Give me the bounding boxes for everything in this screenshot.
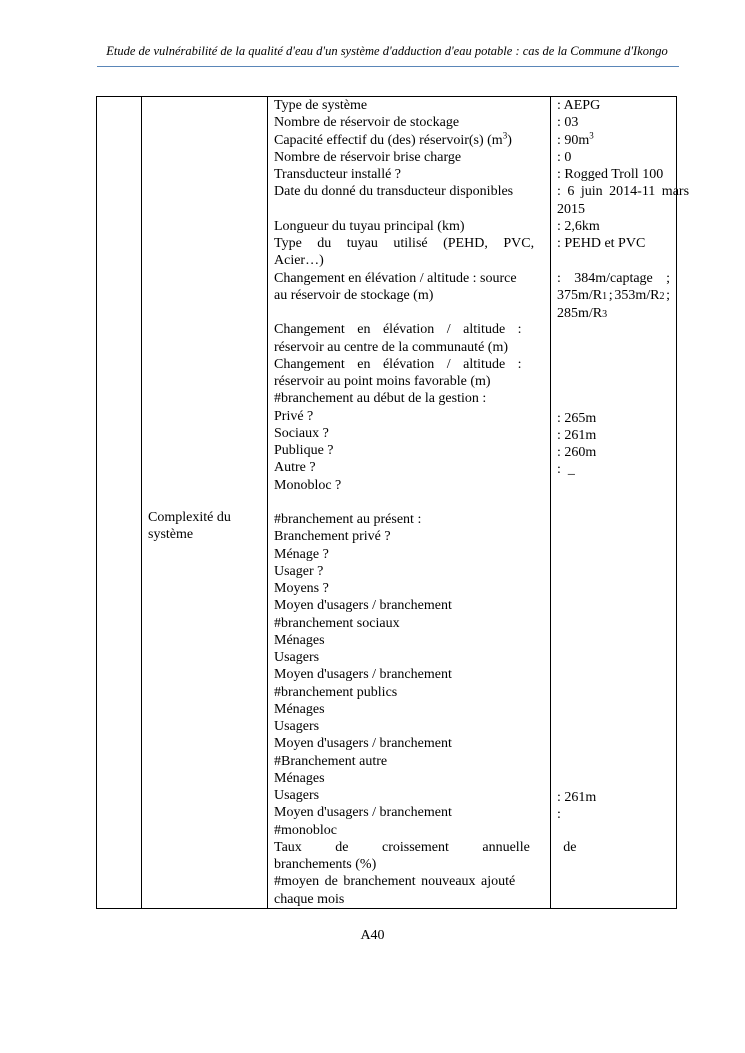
label-elevation-center-2: réservoir au centre de la communauté (m) [274, 339, 509, 355]
label-social-connections: #branchement sociaux [274, 615, 400, 631]
label-other-users: Usagers [274, 788, 320, 803]
label-pipe-type-1: Type du tuyau utilisé (PEHD, PVC, [274, 236, 535, 251]
label-public-households: Ménages [274, 701, 325, 717]
value-main-pipe-length: : 2,6km [557, 218, 600, 234]
label-household: Ménage ? [274, 546, 329, 562]
label-other: Autre ? [274, 460, 316, 476]
value-elevation-source-2: 375m/R1 ; 353m/R2 ; [557, 287, 670, 303]
criterion-line-1: Complexité du [148, 510, 231, 526]
label-private-connection: Branchement privé ? [274, 529, 391, 545]
label-means: Moyens ? [274, 581, 329, 596]
table-row [97, 97, 677, 909]
label-growth-rate-1: Taux de croissement annuelle de [274, 839, 577, 855]
label-elevation-far-1: Changement en élévation / altitude : [274, 356, 522, 372]
criterion-line-2: système [148, 527, 194, 543]
label-new-connections-1: #moyen de branchement nouveaux ajouté [274, 874, 516, 890]
value-pipe-type: : PEHD et PVC [557, 236, 646, 251]
label-elevation-center-1: Changement en élévation / altitude : [274, 322, 522, 338]
label-social: Sociaux ? [274, 425, 329, 441]
value-storage-tanks: : 03 [557, 115, 579, 131]
value-monobloc-count: : [557, 807, 561, 823]
label-avg-users-private: Moyen d'usagers / branchement [274, 598, 452, 614]
value-elevation-source-1: : 384m/captage ; [557, 270, 670, 286]
label-avg-users-public: Moyen d'usagers / branchement [274, 736, 452, 752]
label-main-pipe-length: Longueur du tuyau principal (km) [274, 218, 465, 234]
label-elevation-far-2: réservoir au point moins favorable (m) [274, 374, 491, 389]
value-elevation-source-3: 285m/R3 [557, 306, 608, 321]
value-transducer: : Rogged Troll 100 [557, 167, 664, 182]
label-public-users: Usagers [274, 719, 320, 734]
value-avg-users-other: : 261m [557, 790, 597, 805]
label-avg-users-social: Moyen d'usagers / branchement [274, 667, 452, 683]
label-public-connections: #branchement publics [274, 684, 398, 700]
label-current-connections: #branchement au présent : [274, 512, 422, 527]
value-break-tanks: : 0 [557, 149, 572, 165]
system-complexity-table [96, 96, 690, 909]
value-private: : 265m [557, 410, 597, 426]
label-transducer: Transducteur installé ? [274, 167, 402, 182]
index-cell [97, 97, 142, 909]
header-divider [97, 66, 679, 67]
label-system-type: Type de système [274, 98, 368, 113]
label-monobloc: Monobloc ? [274, 477, 342, 493]
label-user: Usager ? [274, 563, 324, 579]
label-other-connections: #Branchement autre [274, 753, 388, 769]
label-pipe-type-2: Acier…) [274, 253, 324, 269]
value-public: : 260m [557, 445, 597, 460]
value-transducer-date-1: : 6 juin 2014-11 mars [557, 184, 690, 200]
label-social-users: Usagers [274, 650, 320, 665]
running-header: Etude de vulnérabilité de la qualité d'eau d'un système d'adduction d'eau potable : cas de la Commune d'Ikongo [106, 44, 668, 58]
label-elevation-source-2: au réservoir de stockage (m) [274, 287, 434, 303]
label-elevation-source-1: Changement en élévation / altitude : source [274, 270, 517, 286]
label-avg-users-other: Moyen d'usagers / branchement [274, 805, 452, 821]
value-social: : 261m [557, 427, 597, 443]
indicator-values-cell [551, 97, 690, 909]
label-social-households: Ménages [274, 632, 325, 648]
label-growth-rate-2: branchements (%) [274, 857, 377, 872]
label-private: Privé ? [274, 408, 314, 424]
label-storage-tanks: Nombre de réservoir de stockage [274, 115, 460, 131]
label-initial-connections: #branchement au début de la gestion : [274, 391, 487, 407]
value-transducer-date-2: 2015 [557, 201, 585, 217]
label-tank-capacity: Capacité effectif du (des) réservoir(s) $(m^3)$ [274, 129, 512, 148]
label-break-tanks: Nombre de réservoir brise charge [274, 149, 462, 165]
label-transducer-date: Date du donné du transducteur disponibles [274, 184, 514, 200]
label-public: Publique ? [274, 443, 334, 458]
page-number: A40 [360, 928, 385, 943]
criterion-cell [142, 97, 268, 909]
value-tank-capacity: : $90m^3$ [557, 129, 594, 148]
value-system-type: : AEPG [557, 98, 601, 113]
label-other-households: Ménages [274, 770, 325, 786]
label-new-connections-2: chaque mois [274, 891, 345, 907]
value-other: : _ [557, 462, 575, 478]
label-monobloc-count: #monobloc [274, 822, 337, 838]
